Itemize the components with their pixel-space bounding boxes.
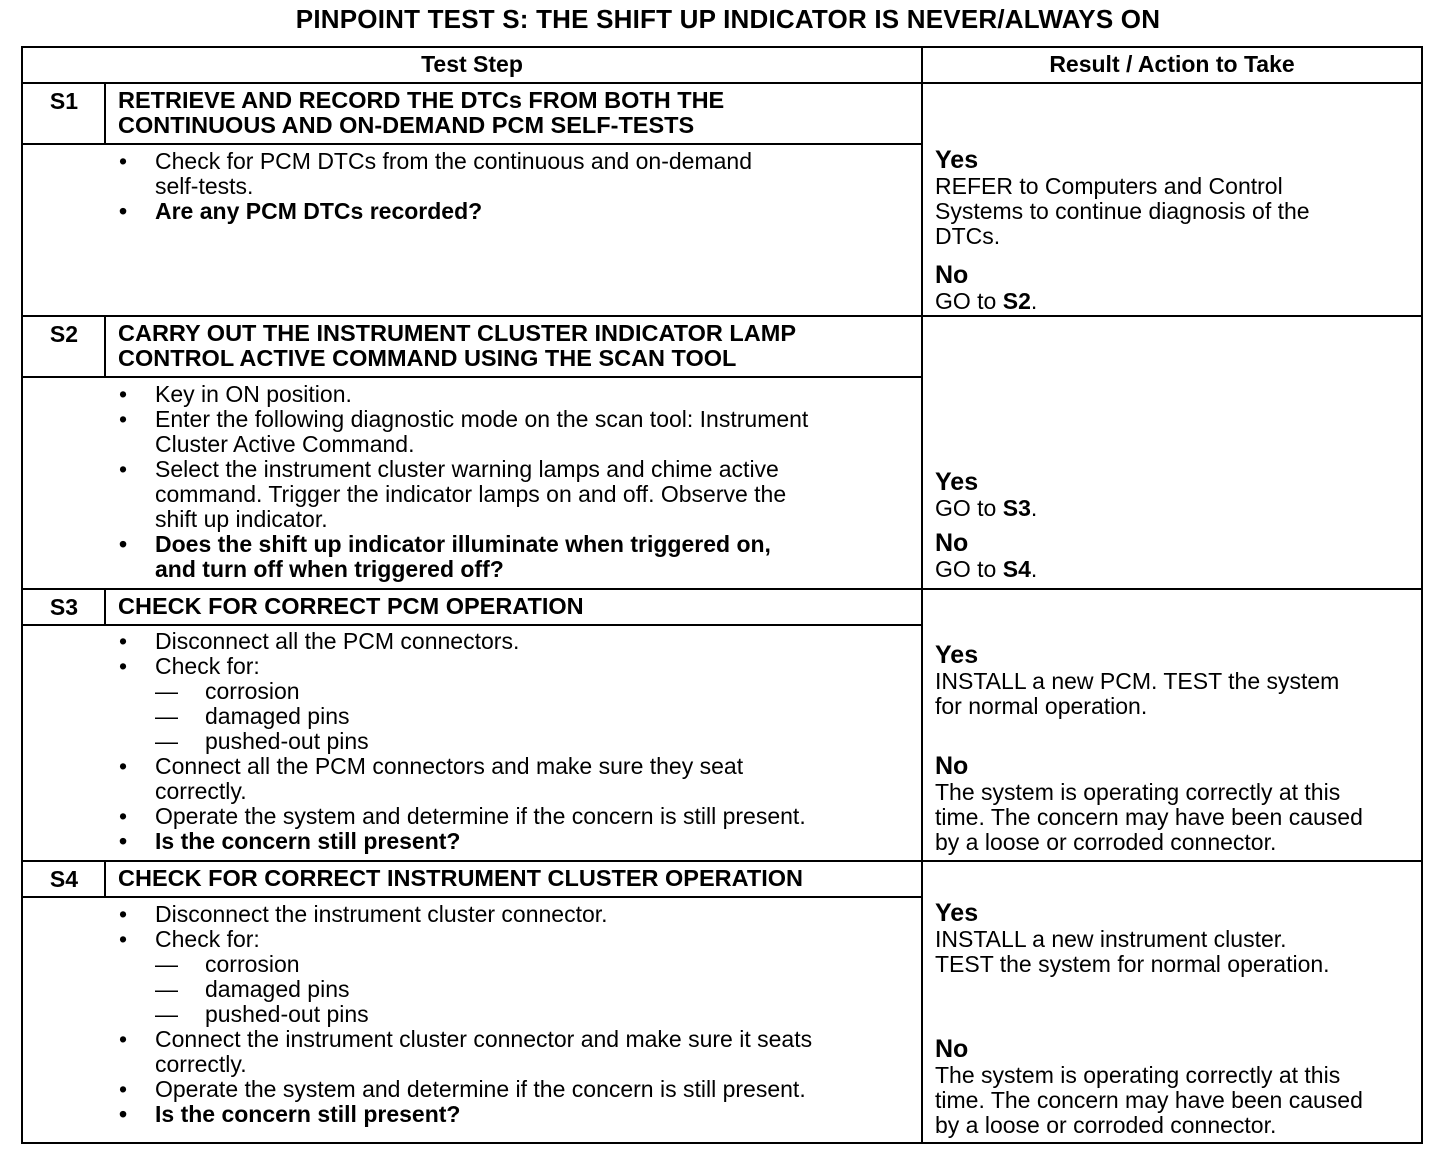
step-title: CHECK FOR CORRECT PCM OPERATION xyxy=(118,593,584,619)
result-yes: Yes REFER to Computers and Control Systems to continue diagnosis of the DTCs. xyxy=(935,146,1310,249)
bullet-icon: • xyxy=(118,456,128,482)
result-yes: Yes GO to S3. xyxy=(935,468,1038,521)
bullet-icon: • xyxy=(118,926,128,952)
result-no: No The system is operating correctly at this time. The concern may have been caused by a loose or corroded connector. xyxy=(935,752,1363,855)
list-item: • Check for: xyxy=(118,926,260,952)
list-item-question: • Is the concern still present? xyxy=(118,828,461,854)
bullet-icon: • xyxy=(118,1076,128,1102)
page-title: PINPOINT TEST S: THE SHIFT UP INDICATOR IS NEVER/ALWAYS ON xyxy=(295,4,1161,34)
dash-icon: — xyxy=(155,1001,178,1027)
s3-end-rule xyxy=(21,860,1423,862)
sub-list-item: — pushed-out pins xyxy=(155,728,369,754)
dash-icon: — xyxy=(155,976,178,1002)
s2-title-rule xyxy=(21,376,922,378)
step-link: S2 xyxy=(1002,288,1031,314)
list-item: • Check for PCM DTCs from the continuous and on-demand xyxy=(118,148,752,174)
list-item-question: • Are any PCM DTCs recorded? xyxy=(118,198,483,224)
list-item: • Operate the system and determine if the concern is still present. xyxy=(118,803,806,829)
list-item: command. Trigger the indicator lamps on and off. Observe the xyxy=(155,481,787,507)
list-item: • Key in ON position. xyxy=(118,381,352,407)
list-item-question: • Is the concern still present? xyxy=(118,1101,461,1127)
step-title: RETRIEVE AND RECORD THE DTCs FROM BOTH THE CONTINUOUS AND ON-DEMAND PCM SELF-TESTS xyxy=(118,87,725,138)
bullet-icon: • xyxy=(118,753,128,779)
step-link: S4 xyxy=(1002,556,1031,582)
step-link: S3 xyxy=(1002,495,1031,521)
dash-icon: — xyxy=(155,951,178,977)
bullet-icon: • xyxy=(118,828,128,854)
list-item: self-tests. xyxy=(155,173,254,199)
bullet-icon: • xyxy=(118,1101,128,1127)
list-item: Cluster Active Command. xyxy=(155,431,415,457)
sub-list-item: — damaged pins xyxy=(155,976,350,1002)
bullet-icon: • xyxy=(118,198,128,224)
step-title: CHECK FOR CORRECT INSTRUMENT CLUSTER OPERATION xyxy=(118,865,803,891)
sub-list-item: — corrosion xyxy=(155,678,300,704)
s1-end-rule xyxy=(21,315,1423,317)
step-number: S1 xyxy=(49,88,79,114)
list-item: • Operate the system and determine if the concern is still present. xyxy=(118,1076,806,1102)
list-item: • Disconnect all the PCM connectors. xyxy=(118,628,520,654)
step-number: S2 xyxy=(49,321,79,347)
sub-list-item: — damaged pins xyxy=(155,703,350,729)
dash-icon: — xyxy=(155,728,178,754)
bullet-icon: • xyxy=(118,531,128,557)
list-item: • Select the instrument cluster warning lamps and chime active xyxy=(118,456,779,482)
list-item: • Disconnect the instrument cluster connector. xyxy=(118,901,608,927)
result-no: No The system is operating correctly at this time. The concern may have been caused by a loose or corroded connector. xyxy=(935,1035,1363,1138)
bullet-icon: • xyxy=(118,628,128,654)
step-number: S3 xyxy=(49,594,79,620)
dash-icon: — xyxy=(155,703,178,729)
bullet-icon: • xyxy=(118,406,128,432)
list-item: correctly. xyxy=(155,1051,247,1077)
result-yes: Yes INSTALL a new instrument cluster. TEST the system for normal operation. xyxy=(935,899,1330,977)
bullet-icon: • xyxy=(118,653,128,679)
s4-title-rule xyxy=(21,896,922,898)
bullet-icon: • xyxy=(118,901,128,927)
step-instructions xyxy=(118,902,908,1127)
list-item: correctly. xyxy=(155,778,247,804)
bullet-icon: • xyxy=(118,1026,128,1052)
list-item: • Connect the instrument cluster connector and make sure it seats xyxy=(118,1026,813,1052)
header-result-action: Result / Action to Take xyxy=(1049,51,1295,77)
s3-title-rule xyxy=(21,624,922,626)
step-number: S4 xyxy=(49,866,79,892)
step-instructions xyxy=(118,149,908,224)
bullet-icon: • xyxy=(118,803,128,829)
column-divider xyxy=(921,46,923,1144)
result-yes: Yes INSTALL a new PCM. TEST the system for normal operation. xyxy=(935,641,1340,719)
sub-list-item: — pushed-out pins xyxy=(155,1001,369,1027)
list-item-question: and turn off when triggered off? xyxy=(155,556,504,582)
list-item: • Connect all the PCM connectors and make sure they seat xyxy=(118,753,744,779)
header-test-step: Test Step xyxy=(421,51,523,77)
list-item: shift up indicator. xyxy=(155,506,328,532)
bullet-icon: • xyxy=(118,381,128,407)
s2-end-rule xyxy=(21,588,1423,590)
step-instructions xyxy=(118,629,908,854)
list-item-question: • Does the shift up indicator illuminate when triggered on, xyxy=(118,531,771,557)
list-item: • Enter the following diagnostic mode on the scan tool: Instrument xyxy=(118,406,809,432)
list-item: • Check for: xyxy=(118,653,260,679)
step-instructions xyxy=(118,382,908,582)
bullet-icon: • xyxy=(118,148,128,174)
result-no: No GO to S4. xyxy=(935,529,1038,582)
dash-icon: — xyxy=(155,678,178,704)
s1-title-rule xyxy=(21,143,922,145)
result-no: No GO to S2. xyxy=(935,261,1038,314)
sub-list-item: — corrosion xyxy=(155,951,300,977)
step-title: CARRY OUT THE INSTRUMENT CLUSTER INDICATOR LAMP CONTROL ACTIVE COMMAND USING THE SCAN TOOL xyxy=(118,320,797,371)
